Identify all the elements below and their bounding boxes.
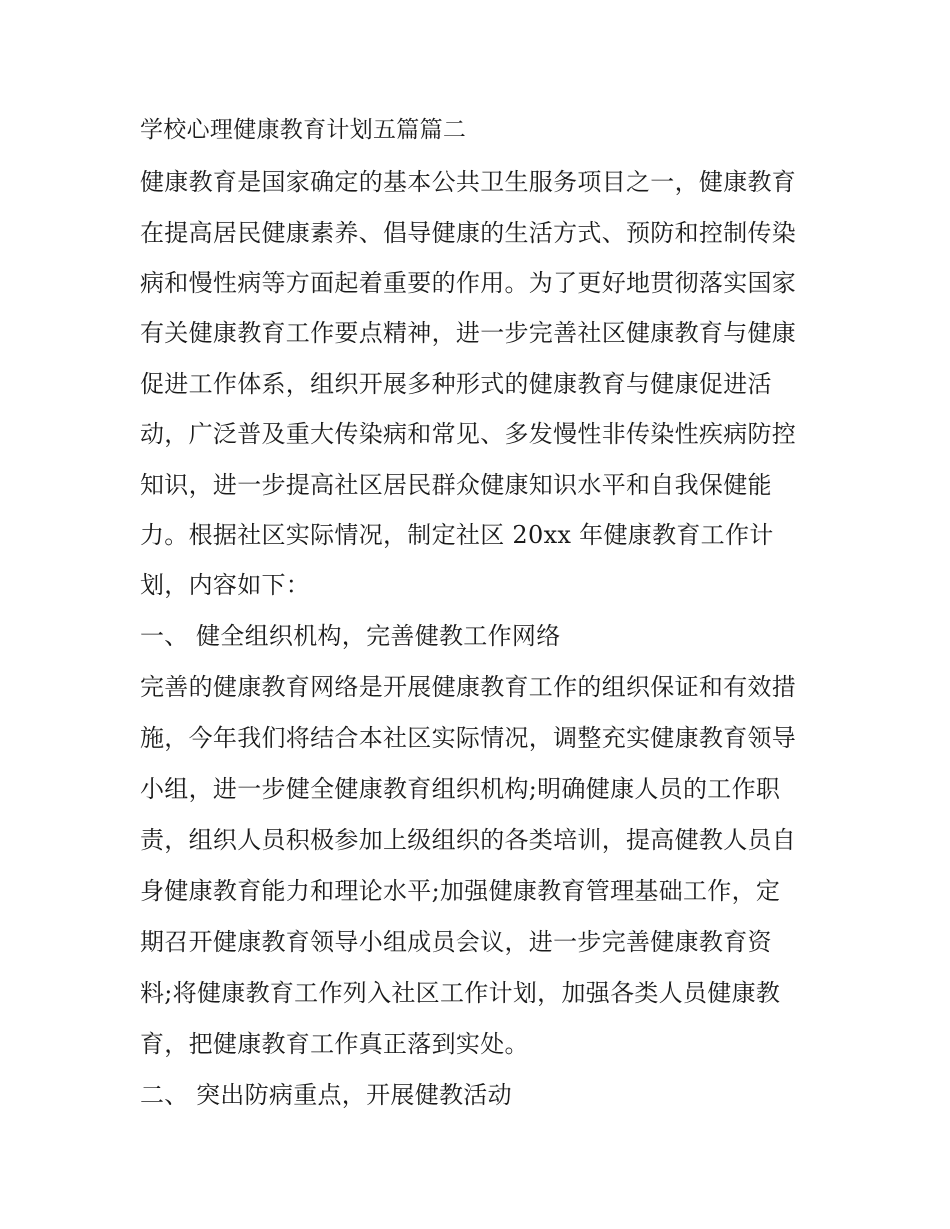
paragraph-line: 料;将健康教育工作列入社区工作计划，加强各类人员健康教 xyxy=(140,979,781,1007)
section-heading-1 xyxy=(140,621,561,651)
paragraph-line: 施，今年我们将结合本社区实际情况，调整充实健康教育领导 xyxy=(140,724,797,752)
paragraph-line: 责，组织人员积极参加上级组织的各类培训，提高健教人员自 xyxy=(140,826,797,854)
document-title: 学校心理健康教育计划五篇篇二 xyxy=(140,117,467,143)
paragraph-line: 健康教育是国家确定的基本公共卫生服务项目之一，健康教育 xyxy=(140,168,797,196)
paragraph-line: 促进工作体系，组织开展多种形式的健康教育与健康促进活 xyxy=(140,370,772,398)
paragraph-line: 育，把健康教育工作真正落到实处。 xyxy=(140,1030,529,1058)
paragraph-line: 病和慢性病等方面起着重要的作用。为了更好地贯彻落实国家 xyxy=(140,269,797,297)
section-number: 二、 xyxy=(140,1081,189,1109)
paragraph-line: 划，内容如下： xyxy=(140,571,311,599)
section-number: 一、 xyxy=(140,622,189,650)
paragraph-line: 在提高居民健康素养、倡导健康的生活方式、预防和控制传染 xyxy=(140,219,797,247)
paragraph-line: 期召开健康教育领导小组成员会议，进一步完善健康教育资 xyxy=(140,928,772,956)
paragraph-line: 知识，进一步提高社区居民群众健康知识水平和自我保健能 xyxy=(140,471,772,499)
paragraph-line: 完善的健康教育网络是开展健康教育工作的组织保证和有效措 xyxy=(140,673,797,701)
section-heading-text: 突出防病重点，开展健教活动 xyxy=(196,1081,512,1109)
paragraph-line: 有关健康教育工作要点精神，进一步完善社区健康教育与健康 xyxy=(140,319,797,347)
paragraph-line: 小组，进一步健全健康教育组织机构;明确健康人员的工作职 xyxy=(140,775,781,803)
paragraph-line: 身健康教育能力和理论水平;加强健康教育管理基础工作，定 xyxy=(140,877,781,905)
paragraph-line: 动，广泛普及重大传染病和常见、多发慢性非传染性疾病防控 xyxy=(140,420,797,448)
section-heading-2 xyxy=(140,1080,512,1110)
section-heading-text: 健全组织机构，完善健教工作网络 xyxy=(196,622,561,650)
paragraph-line: 力。根据社区实际情况，制定社区 20xx 年健康教育工作计 xyxy=(140,521,774,549)
